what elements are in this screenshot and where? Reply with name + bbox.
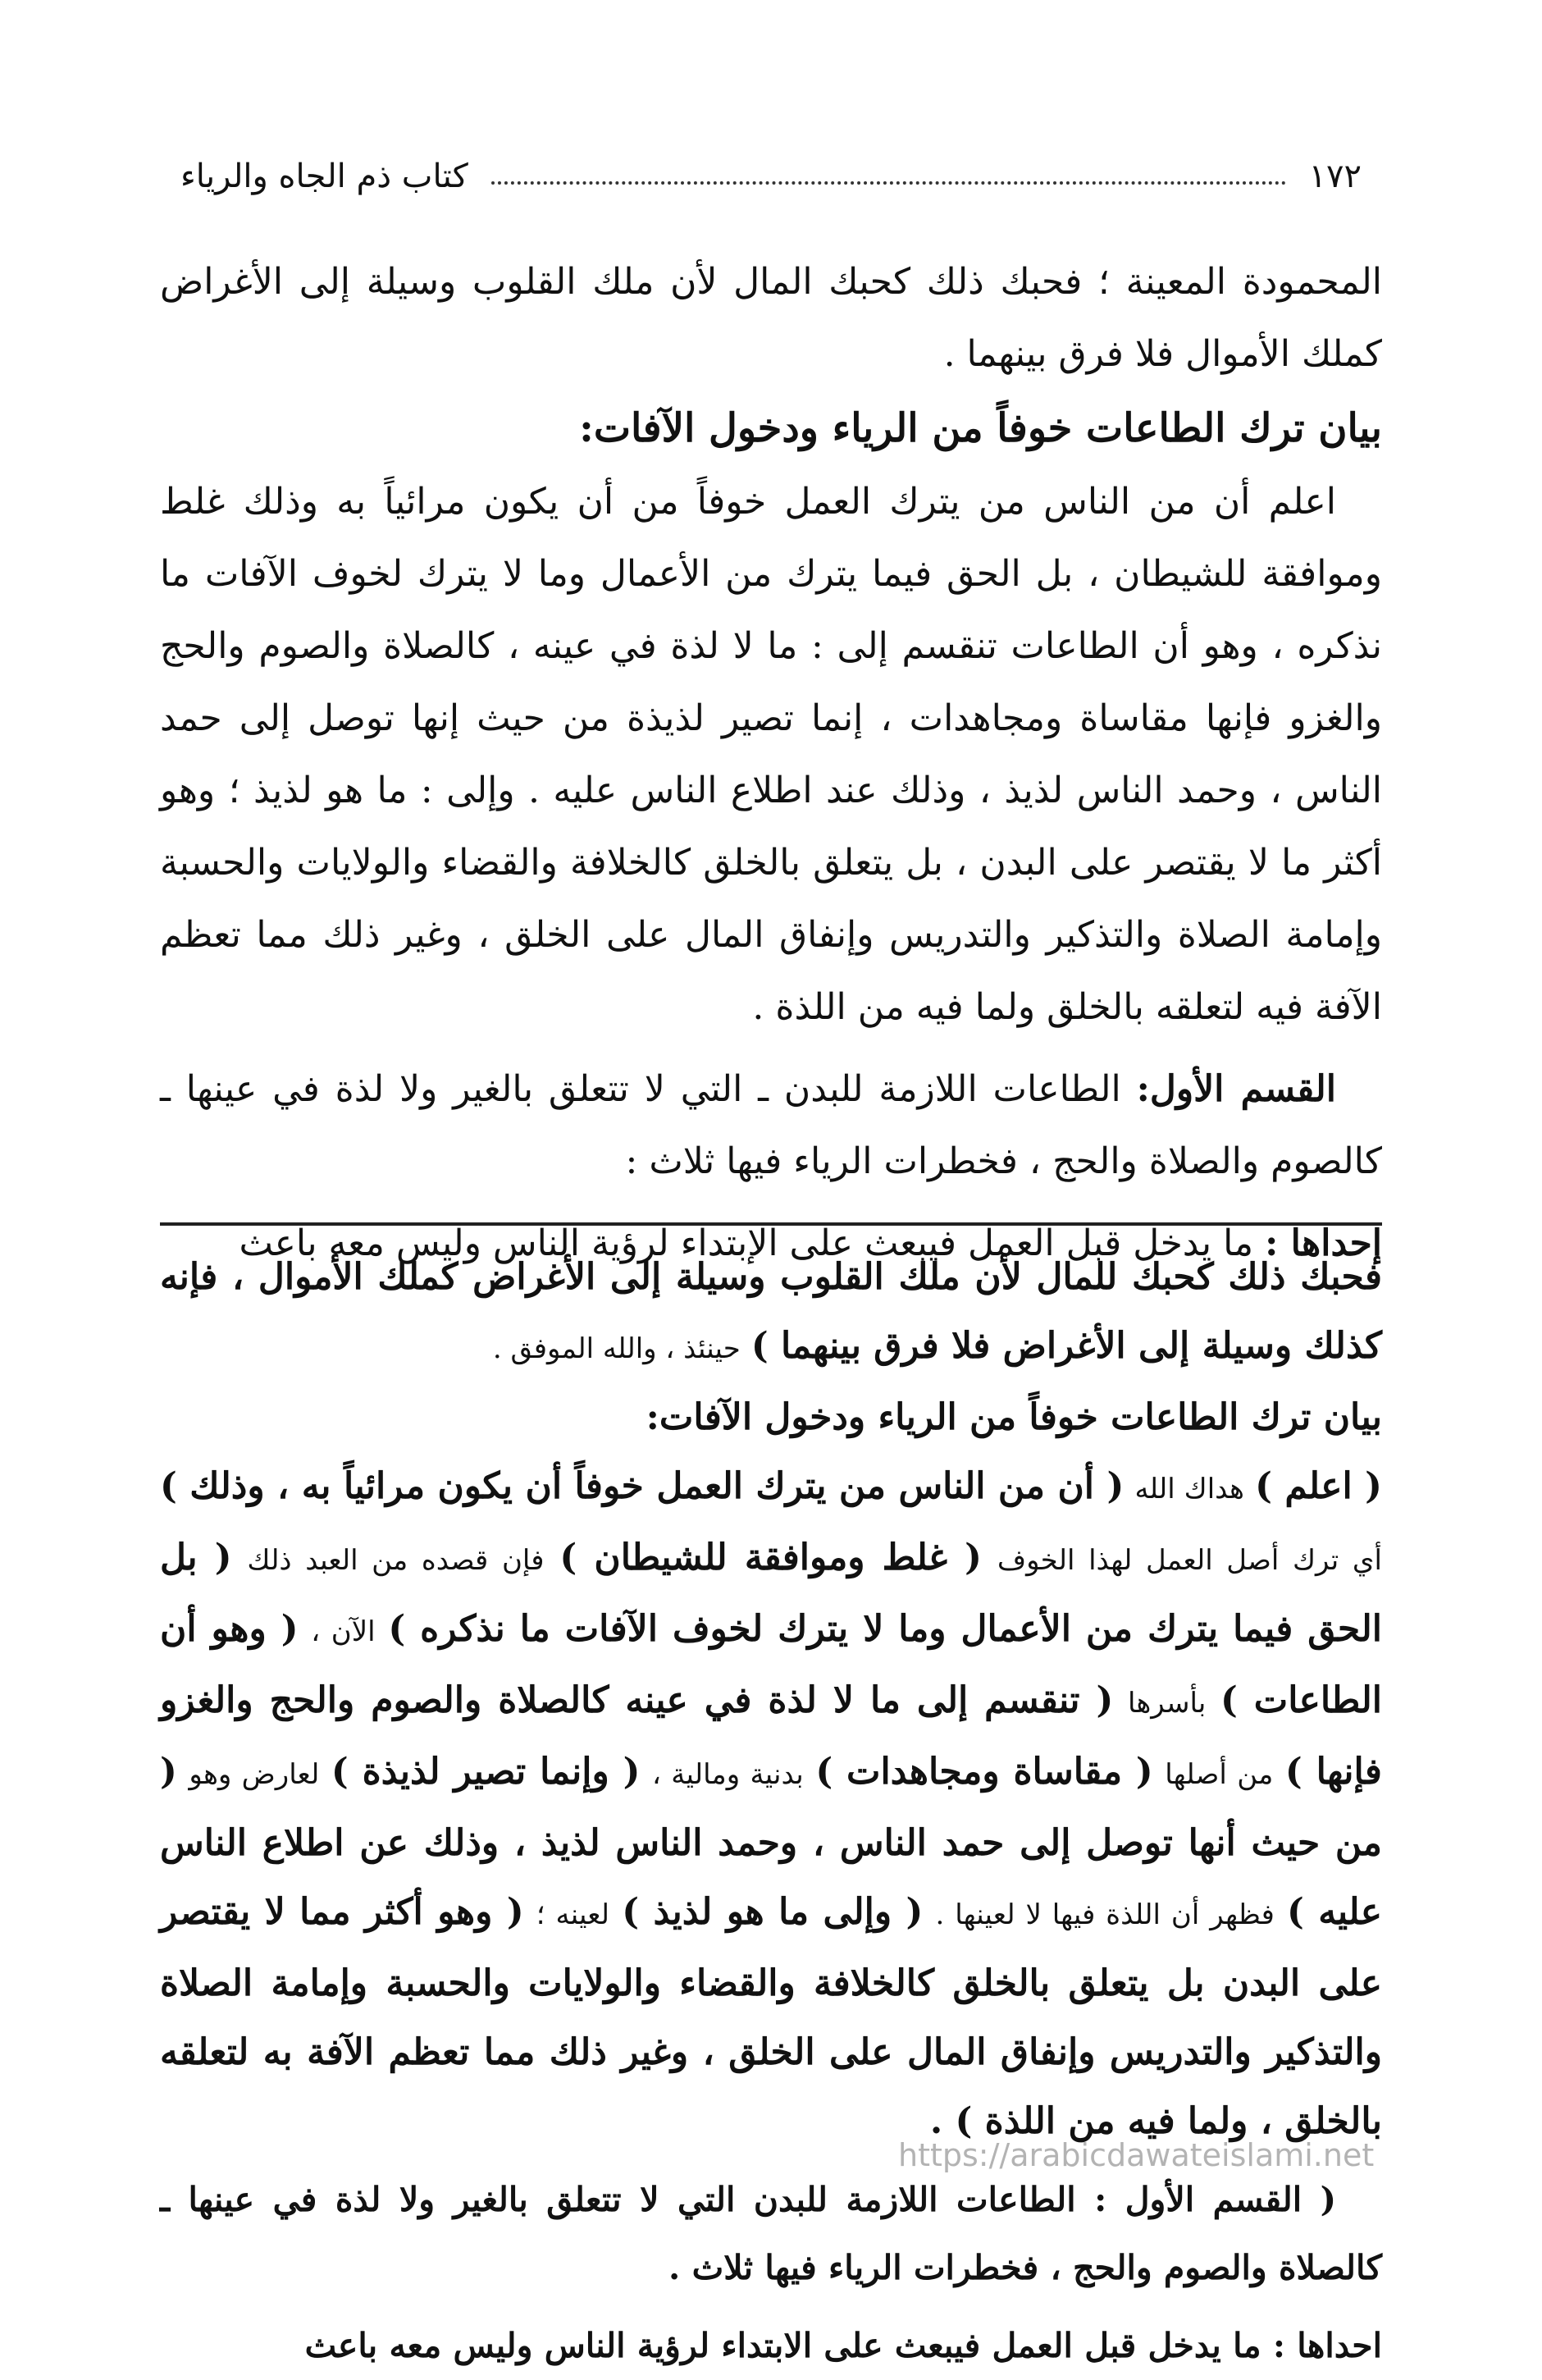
quote-c: ( أن من الناس من يترك العمل خوفاً أن يكون مرائياً به ، وذلك ) xyxy=(160,1465,1125,1507)
commentary-text xyxy=(160,1243,1382,2380)
note-h: الآن ، xyxy=(311,1615,376,1648)
commentary-quote-1: فحبك ذلك كحبك للمال لأن ملك القلوب وسيلة إلى الأغراض كملك الأموال ، فإنه كذلك وسيلة إلى الأغراض فلا فرق بينهما ) xyxy=(160,1256,1382,1367)
main-paragraph-2: اعلم أن من الناس من يترك العمل خوفاً من أن يكون مرائياً به وذلك غلط وموافقة للشيطان ، بل الحق فيما يترك من الأعمال وما لا يترك لخوف الآفات ما نذكره ، وهو أن الطاعات تنقسم إلى : ما لا لذة في عينه ، كالصلاة والصوم والحج والغزو فإنها مقاساة ومجاهدات ، إنما تصير لذيذة من حيث إنها توصل إلى حمد الناس ، وحمد الناس لذيذ ، وذلك عند اطلاع الناس عليه . وإلى : ما هو لذيذ ؛ وهو أكثر ما لا يقتصر على البدن ، بل يتعلق بالخلق كالخلافة والقضاء والولايات والحسبة وإمامة الصلاة والتذكير والتدريس وإنفاق المال على الخلق ، وغير ذلك مما تعظم الآفة فيه لتعلقه بالخلق ولما فيه من اللذة . xyxy=(160,481,1382,1028)
quote-q: ( من حيث أنها توصل إلى حمد الناس ، وحمد الناس لذيذ ، وذلك عن اطلاع الناس عليه ) xyxy=(160,1751,1382,1933)
quote-a: ( اعلم ) xyxy=(1255,1465,1382,1507)
quote-u: ( وهو أكثر مما لا يقتصر على البدن بل يتعلق بالخلق كالخلافة والقضاء والولايات والحسبة وإمامة الصلاة والتذكير والتدريس وإنفاق المال على الخلق ، وغير ذلك مما تعظم الآفة به لتعلقه بالخلق ، ولما فيه من اللذة ) . xyxy=(160,1891,1382,2142)
label-first-of-three: إحداها : xyxy=(1265,1222,1382,1264)
commentary-section-heading: بيان ترك الطاعات خوفاً من الرياء ودخول الآفات: xyxy=(646,1396,1382,1438)
commentary-paragraph-2 xyxy=(160,1452,1382,2156)
quote-m: ( مقاساة ومجاهدات ) xyxy=(815,1751,1153,1793)
note-t: لعينه ؛ xyxy=(536,1898,610,1931)
quote-i: ( وهو أن الطاعات ) xyxy=(160,1608,1382,1721)
page-number: ١٧٢ xyxy=(1308,158,1362,195)
commentary-divider xyxy=(160,1222,1382,1226)
main-section-heading: بيان ترك الطاعات خوفاً من الرياء ودخول الآفات: xyxy=(579,405,1382,451)
commentary-paragraph-4: احداها : ما يدخل قبل العمل فيبعث على الابتداء لرؤية الناس وليس معه باعث xyxy=(304,2326,1382,2365)
note-l: من أصلها xyxy=(1165,1758,1274,1791)
quote-k: ( تنقسم إلى ما لا لذة في عينه كالصلاة والصوم والحج والغزو فإنها ) xyxy=(160,1679,1382,1793)
section-label-first: القسم الأول: xyxy=(1136,1068,1336,1110)
note-f: فإن قصده من العبد ذلك xyxy=(247,1544,545,1577)
note-j: بأسرها xyxy=(1127,1687,1207,1720)
header-dotted-leader xyxy=(491,181,1286,185)
note-d: أي ترك أصل العمل لهذا الخوف xyxy=(997,1544,1382,1577)
watermark-url: https://arabicdawateislami.net xyxy=(898,2137,1375,2173)
main-paragraph-1: المحمودة المعينة ؛ فحبك ذلك كحبك المال لأن ملك القلوب وسيلة إلى الأغراض كملك الأموال فلا فرق بينهما . xyxy=(160,261,1382,375)
main-paragraph-3 xyxy=(160,1053,1382,1198)
quote-g: ( بل الحق فيما يترك من الأعمال وما لا يترك لخوف الآفات ما نذكره ) xyxy=(160,1537,1382,1650)
commentary-paragraph-1 xyxy=(160,1243,1382,1383)
quote-s: ( وإلى ما هو لذيذ ) xyxy=(622,1891,924,1933)
main-paragraph-4-text: ما يدخل قبل العمل فيبعث على الإبتداء لرؤية الناس وليس معه باعث xyxy=(239,1222,1254,1264)
note-r: فظهر أن اللذة فيها لا لعينها . xyxy=(935,1898,1275,1931)
commentary-paragraph-3: ( القسم الأول : الطاعات اللازمة للبدن التي لا تتعلق بالغير ولا لذة في عينها ـ كالصلاة والصوم والحج ، فخطرات الرياء فيها ثلاث . xyxy=(160,2180,1382,2287)
commentary-note-1: حينئذ ، والله الموفق . xyxy=(492,1332,741,1365)
note-n: بدنية ومالية ، xyxy=(651,1758,804,1791)
note-b: هداك الله xyxy=(1134,1473,1244,1505)
quote-e: ( غلط وموافقة للشيطان ) xyxy=(559,1537,982,1578)
main-paragraph-3-text: الطاعات اللازمة للبدن ـ التي لا تتعلق بالغير ولا لذة في عينها ـ كالصوم والصلاة والحج ، فخطرات الرياء فيها ثلاث : xyxy=(160,1068,1382,1182)
note-p: لعارض وهو xyxy=(189,1758,320,1791)
book-title: كتاب ذم الجاه والرياء xyxy=(180,158,468,195)
main-text xyxy=(160,246,1382,1280)
running-header xyxy=(180,152,1362,201)
quote-o: ( وإنما تصير لذيذة ) xyxy=(331,1751,641,1793)
